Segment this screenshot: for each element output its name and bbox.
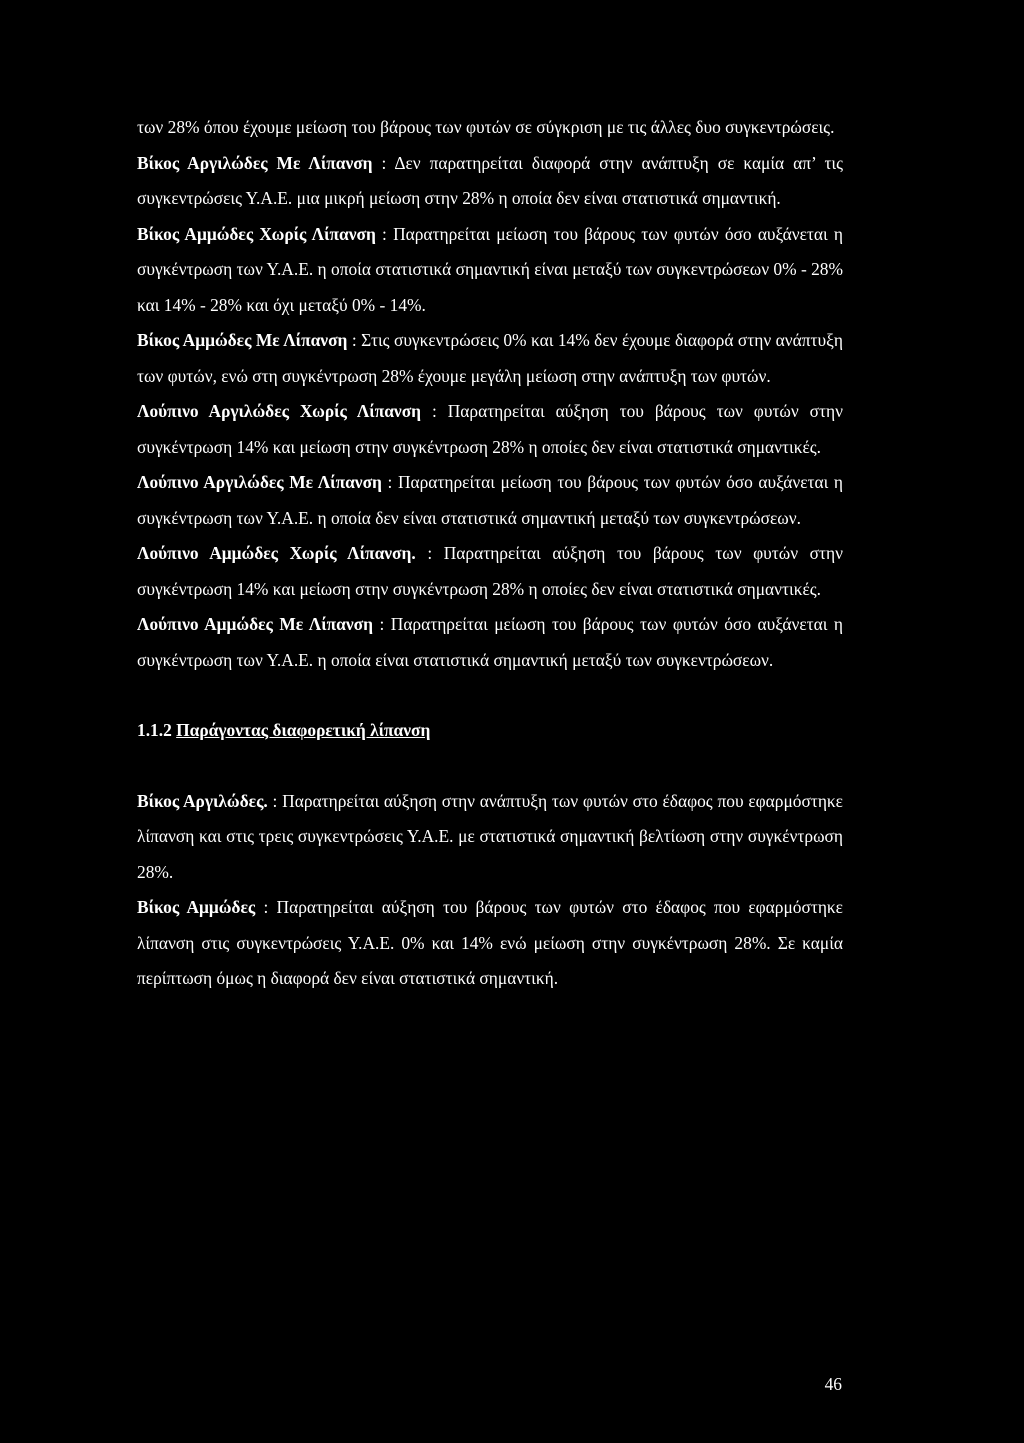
paragraph [137,394,843,465]
section-number: 1.1.2 [137,720,172,740]
paragraph-text: : Στις συγκεντρώσεις 0% και 14% δεν έχουμε διαφορά στην ανάπτυξη των φυτών, ενώ στη συγκέντρωση 28% έχουμε μεγάλη μείωση στην ανάπτυξη των φυτών. [137,330,843,386]
paragraph [137,536,843,607]
paragraph [137,146,843,217]
paragraph-text: : Παρατηρείται αύξηση στην ανάπτυξη των φυτών στο έδαφος που εφαρμόστηκε λίπανση και στις τρεις συγκεντρώσεις Υ.Α.Ε. με στατιστικά σημαντική βελτίωση στην συγκέντρωση 28%. [137,790,843,882]
paragraph-text: : Δεν παρατηρείται διαφορά στην ανάπτυξη σε καμία απ’ τις συγκεντρώσεις Υ.Α.Ε. μια μικρή μείωση στην 28% η οποία δεν είναι στατιστικά σημαντική. [137,152,843,208]
paragraph [137,465,843,536]
section-heading [137,713,843,749]
paragraph-lead: Βίκος Αμμώδες Χωρίς Λίπανση [137,223,376,244]
paragraph [137,217,843,324]
paragraph-lead: Βίκος Αργιλώδες Με Λίπανση [137,152,373,173]
paragraph-lead: Βίκος Αργιλώδες. [137,790,268,811]
paragraph [137,110,843,146]
paragraph-text: των 28% όπου έχουμε μείωση του βάρους των φυτών σε σύγκριση με τις άλλες δυο συγκεντρώσεις. [137,117,835,137]
paragraph [137,890,843,997]
paragraph-lead: Λούπινο Αμμώδες Με Λίπανση [137,614,373,634]
page-number: 46 [824,1374,842,1394]
paragraph-lead: Λούπινο Αργιλώδες Χωρίς Λίπανση [137,401,422,421]
paragraph-text: : Παρατηρείται αύξηση του βάρους των φυτών στην συγκέντρωση 14% και μείωση στην συγκέντρωση 28% η οποίες δεν είναι στατιστικά σημαντικές. [137,401,843,457]
paragraph [137,323,843,394]
paragraph [137,607,843,678]
paragraph-text: : Παρατηρείται μείωση του βάρους των φυτών όσο αυξάνεται η συγκέντρωση των Υ.Α.Ε. η οποία δεν είναι στατιστικά σημαντική μεταξύ των συγκεντρώσεων. [137,472,843,528]
paragraph-text: : Παρατηρείται αύξηση του βάρους των φυτών στην συγκέντρωση 14% και μείωση στην συγκέντρωση 28% η οποίες δεν είναι στατιστικά σημαντικές. [137,543,843,599]
paragraph-lead: Λούπινο Αργιλώδες Με Λίπανση [137,472,382,492]
paragraph-text: : Παρατηρείται μείωση του βάρους των φυτών όσο αυξάνεται η συγκέντρωση των Υ.Α.Ε. η οποία είναι στατιστικά σημαντική μεταξύ των συγκεντρώσεων. [137,614,843,670]
paragraph-lead: Βίκος Αμμώδες [137,897,256,917]
paragraph-text: : Παρατηρείται μείωση του βάρους των φυτών όσο αυξάνεται η συγκέντρωση των Υ.Α.Ε. η οποία στατιστικά σημαντική είναι μεταξύ των συγκεντρώσεων 0% - 28% και 14% - 28% και όχι μεταξύ 0% - 14%. [137,223,843,315]
section-title: Παράγοντας διαφορετική λίπανση [176,720,431,740]
document-body [137,110,843,997]
paragraph-lead: Βίκος Αμμώδες Με Λίπανση [137,330,348,350]
paragraph-lead: Λούπινο Αμμώδες Χωρίς Λίπανση. [137,543,416,563]
paragraph [137,784,843,891]
paragraph-text: : Παρατηρείται αύξηση του βάρους των φυτών στο έδαφος που εφαρμόστηκε λίπανση στις συγκεντρώσεις Υ.Α.Ε. 0% και 14% ενώ μείωση στην συγκέντρωση 28%. Σε καμία περίπτωση όμως η διαφορά δεν είναι στατιστικά σημαντική. [137,897,843,988]
